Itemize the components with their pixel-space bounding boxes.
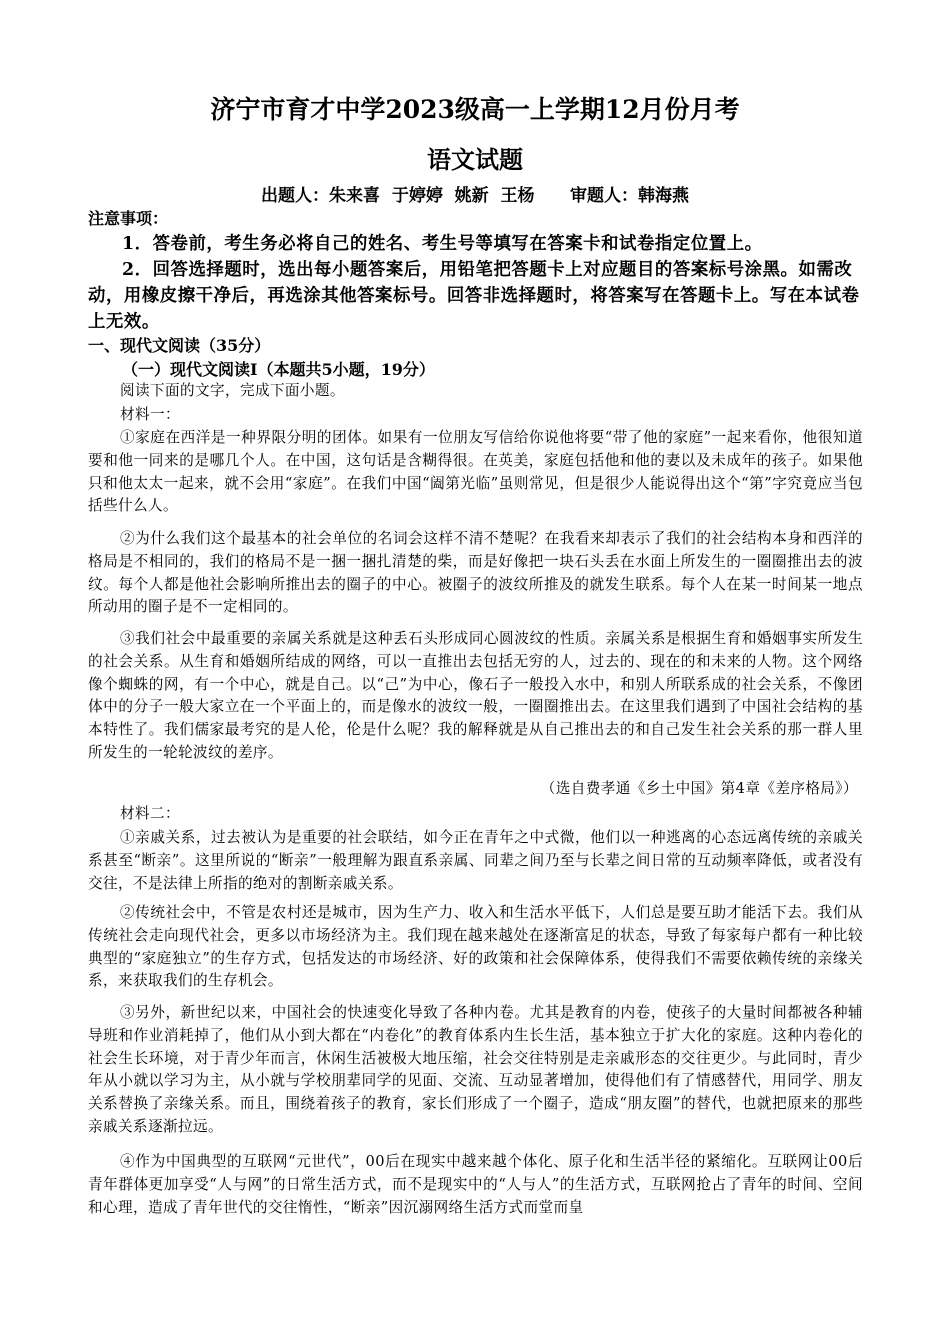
exam-title: 济宁市育才中学2023级高一上学期12月份月考 bbox=[210, 95, 740, 124]
notice-heading: 注意事项： bbox=[88, 209, 169, 228]
material-1-source: （选自费孝通《乡土中国》第4章《差序格局》） bbox=[540, 780, 858, 797]
material-2-paragraph-1: ①亲戚关系，过去被认为是重要的社会联结，如今正在青年之中式微，他们以一种逃离的心态远离传统的亲戚关系甚至“断亲”。这里所说的“断亲”一般理解为跟直系亲属、同辈之间乃至与长辈之间日常的互动频率降低，或者没有交往，不是法律上所指的绝对的割断亲戚关系。 bbox=[88, 829, 863, 892]
reading-instruction: 阅读下面的文字，完成下面小题。 bbox=[120, 382, 345, 399]
notice-item-1: 1．答卷前，考生务必将自己的姓名、考生号等填写在答案卡和试卷指定位置上。 bbox=[122, 234, 763, 254]
material-1-paragraph-1: ①家庭在西洋是一种界限分明的团体。如果有一位朋友写信给你说他将要“带了他的家庭”一起来看你，他很知道要和他一同来的是哪几个人。在中国，这句话是含糊得很。在英美，家庭包括他和他的妻以及未成年的孩子。如果他只和他太太一起来，就不会用“家庭”。在我们中国“阖第光临”虽则常见，但是很少人能说得出这个“第”字究竟应当包括些什么人。 bbox=[88, 429, 863, 515]
section-subtitle: （一）现代文阅读Ⅰ（本题共5小题，19分） bbox=[122, 360, 435, 379]
exam-authors: 出题人：朱来喜 于婷婷 姚新 王杨 审题人：韩海燕 bbox=[260, 186, 690, 206]
material-2-paragraph-3: ③另外，新世纪以来，中国社会的快速变化导致了各种内卷。尤其是教育的内卷，使孩子的大量时间都被各种辅导班和作业消耗掉了，他们从小到大都在“内卷化”的教育体系内生长生活，基本独立于扩大化的家庭。这种内卷化的社会生长环境，对于青少年而言，休闲生活被极大地压缩，社会交往特别是走亲戚形态的交往更少。与此同时，青少年从小就以学习为主，从小就与学校朋辈同学的见面、交流、互动显著增加，使得他们有了情感替代，用同学、朋友关系替换了亲缘关系。而且，围绕着孩子的教育，家长们形成了一个圈子，造成“朋友圈”的替代，也就把原来的那些亲戚关系逐渐拉远。 bbox=[88, 1004, 863, 1135]
section-title: 一、现代文阅读（35分） bbox=[88, 336, 271, 355]
material-1-label: 材料一： bbox=[120, 406, 180, 423]
material-1-paragraph-2: ②为什么我们这个最基本的社会单位的名词会这样不清不楚呢？在我看来却表示了我们的社会结构本身和西洋的格局是不相同的，我们的格局不是一捆一捆扎清楚的柴，而是好像把一块石头丢在水面上所发生的一圈圈推出去的波纹。每个人都是他社会影响所推出去的圈子的中心。被圈子的波纹所推及的就发生联系。每个人在某一时间某一地点所动用的圈子是不一定相同的。 bbox=[88, 530, 863, 616]
exam-subject-title: 语文试题 bbox=[427, 145, 523, 174]
material-2-label: 材料二： bbox=[120, 805, 180, 822]
material-1-paragraph-3: ③我们社会中最重要的亲属关系就是这种丢石头形成同心圆波纹的性质。亲属关系是根据生育和婚姻事实所发生的社会关系。从生育和婚姻所结成的网络，可以一直推出去包括无穷的人，过去的、现在的和未来的人物。这个网络像个蜘蛛的网，有一个中心，就是自己。以“己”为中心，像石子一般投入水中，和别人所联系成的社会关系，不像团体中的分子一般大家立在一个平面上的，而是像水的波纹一般，一圈圈推出去。在这里我们遇到了中国社会结构的基本特性了。我们儒家最考究的是人伦，伦是什么呢？我的解释就是从自己推出去的和自己发生社会关系的那一群人里所发生的一轮轮波纹的差序。 bbox=[88, 630, 863, 761]
notice-item-2: 2．回答选择题时，选出每小题答案后，用铅笔把答题卡上对应题目的答案标号涂黑。如需改动，用橡皮擦干净后，再选涂其他答案标号。回答非选择题时，将答案写在答题卡上。写在本试卷上无效。 bbox=[88, 260, 860, 332]
material-2-paragraph-4: ④作为中国典型的互联网“元世代”，00后在现实中越来越个体化、原子化和生活半径的紧缩化。互联网让00后青年群体更加享受“人与网”的日常生活方式，而不是现实中的“人与人”的生活方式，互联网抢占了青年的时间、空间和心理，造成了青年世代的交往惰性，“断亲”因沉溺网络生活方式而堂而皇 bbox=[88, 1153, 863, 1216]
material-2-paragraph-2: ②传统社会中，不管是农村还是城市，因为生产力、收入和生活水平低下，人们总是要互助才能活下去。我们从传统社会走向现代社会，更多以市场经济为主。我们现在越来越处在逐渐富足的状态，导致了每家每户都有一种比较典型的“家庭独立”的生存方式，包括发达的市场经济、好的政策和社会保障体系，使得我们不需要依赖传统的亲缘关系，来获取我们的生存机会。 bbox=[88, 904, 863, 990]
